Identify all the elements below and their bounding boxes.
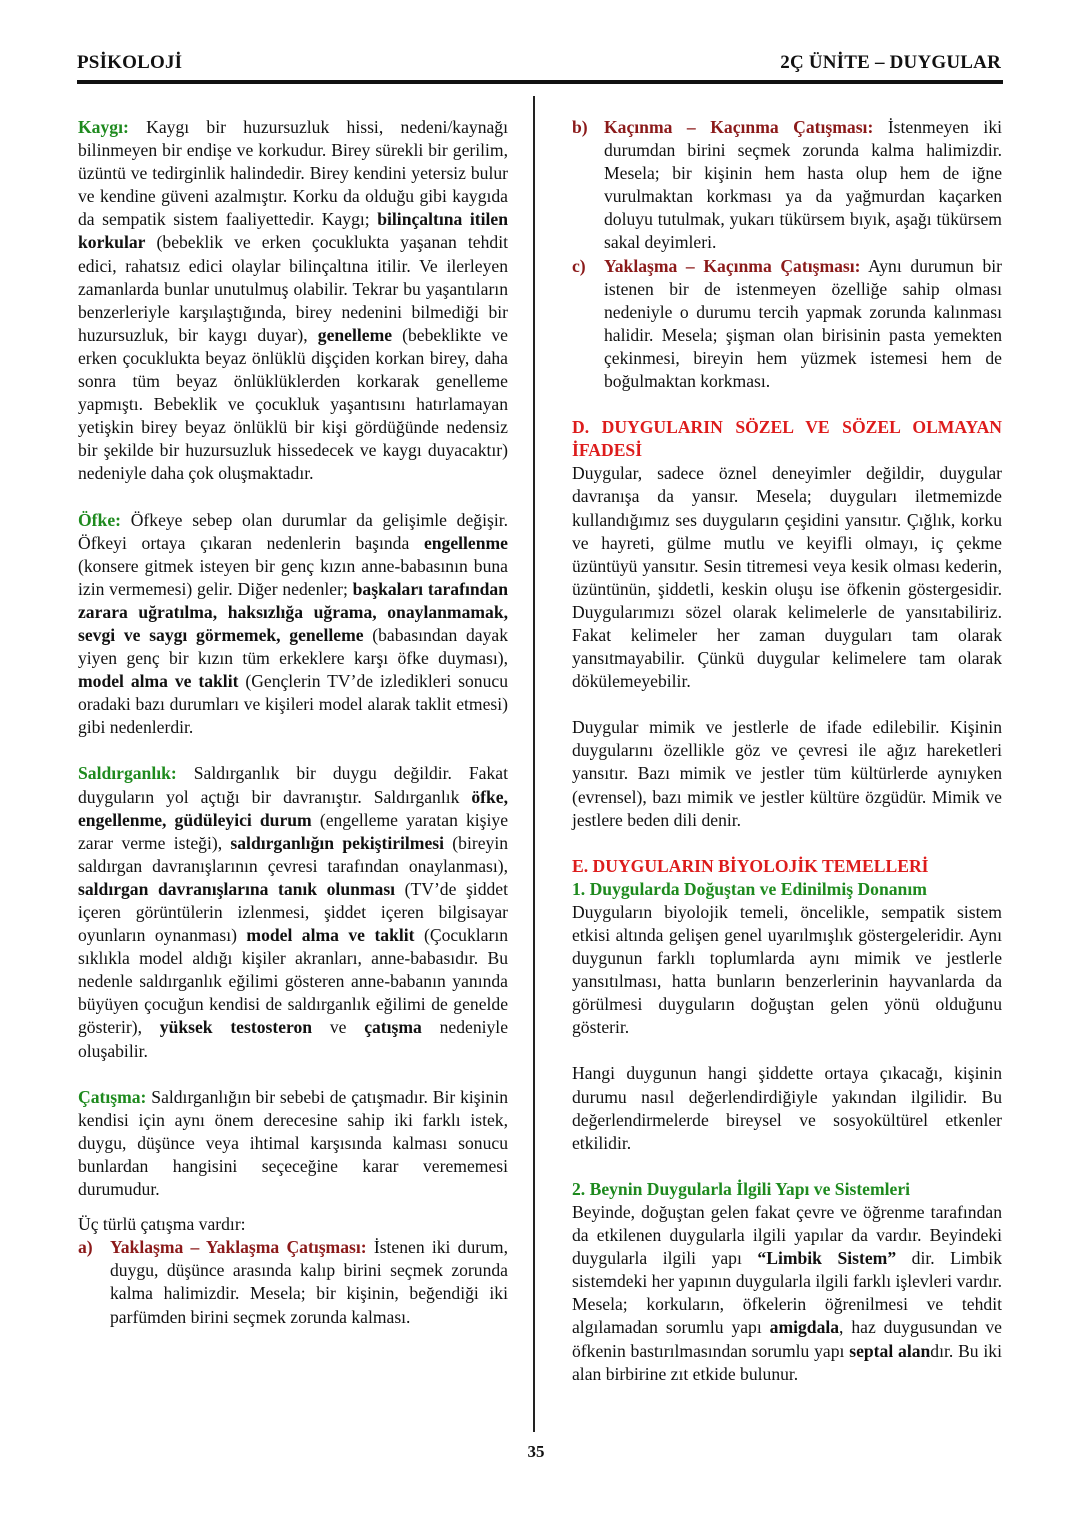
bold-term: genelleme: [317, 324, 393, 345]
bold-term: yüksek testosteron: [159, 1017, 313, 1038]
header-rule: [77, 80, 1003, 84]
catisma-paragraph: Çatışma: Saldırganlığın bir sebebi de çatışmadır. Bir kişinin kendisi için aynı önem derecesine sahip iki farklı istek, duygu, düşünce veya ihtimal karşısında kalması sonucu bunlardan hangisini seçeceğine karar verememesi durumudur.: [78, 1086, 508, 1200]
left-column: [78, 116, 508, 1329]
item-marker: a): [78, 1237, 93, 1258]
bold-term: başkaları tarafından zarara uğratılma, haksızlığa uğrama, onaylanmamak, sevgi ve saygı görmemek, genelleme: [78, 578, 508, 645]
page-number: 35: [527, 1442, 545, 1461]
subject-title: PSİKOLOJİ: [77, 52, 183, 73]
bold-term: saldırgan davranışlarına tanık olunması: [78, 878, 396, 899]
bold-term: model alma ve taklit: [78, 671, 239, 692]
ofke-label: Öfke:: [78, 509, 121, 530]
item-marker: c): [572, 255, 586, 276]
column-divider: [533, 96, 535, 1432]
right-column: [572, 116, 1002, 1386]
section-e-heading: E. DUYGULARIN BİYOLOJİK TEMELLERİ: [572, 855, 929, 876]
item-title: Yaklaşma – Kaçınma Çatışması:: [604, 255, 861, 276]
subsection-1-title: 1. Duygularda Doğuştan ve Edinilmiş Donanım: [572, 878, 927, 899]
conflict-types-intro: Üç türlü çatışma vardır:: [78, 1214, 246, 1235]
bold-term: “Limbik Sistem”: [757, 1248, 897, 1269]
item-title: Kaçınma – Kaçınma Çatışması:: [604, 117, 874, 137]
page-header: [77, 52, 1001, 78]
subsection-2-title: 2. Beynin Duygularla İlgili Yapı ve Sistemleri: [572, 1178, 911, 1199]
subsection-1-paragraph-1: Duyguların biyolojik temeli, öncelikle, sempatik sistem etkisi altında gelişen genel uyarılmışlık göstergeleridir. Aynı duygunun farklı toplumlarda aynı mimik ve jestlerle yansıtılması, hatta bunların benzerlerinin hayvanlarda da görülmesi duyguların doğuştan gelen yönü olduğunu gösterir.: [572, 901, 1002, 1038]
item-title: Yaklaşma – Yaklaşma Çatışması:: [110, 1237, 367, 1258]
unit-title: 2Ç ÜNİTE – DUYGULAR: [780, 52, 1001, 73]
conflict-item-c: c) Yaklaşma – Kaçınma Çatışması: Aynı durumun bir istenen bir de istenmeyen özelliğe sahip olması nedeniyle o durumu tercih yapmak zorunda kalınması halidir. Mesela; şişman olan birisinin pasta yemekten çekinmesi, bireyin hem yüzmek istemesi hem de boğulmaktan korkması.: [572, 255, 1002, 394]
section-d-heading: D. DUYGULARIN SÖZEL VE SÖZEL OLMAYAN İFADESİ: [572, 417, 1002, 461]
section-d-paragraph-2: Duygular mimik ve jestlerle de ifade edilebilir. Kişinin duygularını özellikle göz ve çevresi ile ağız hareketleri yansıtır. Bazı mimik ve jestler tüm kültürlerde aynıyken (evrensel), bazı mimik ve jestler kültüre özgüdür. Mimik ve jestlere beden dili denir.: [572, 717, 1002, 830]
subsection-2-paragraph: Beyinde, doğuştan gelen fakat çevre ve öğrenme tarafından da etkilenen duygularla ilgili yapılar da vardır. Beyindeki duygularla ilgili yapı “Limbik Sistem” dir. Limbik sistemdeki her yapının duygularla ilgili farklı işlevleri vardır. Mesela; korkuların, öfkelerin öğrenilmesi ve tehdit algılamadan sorumlu yapı amigdala, haz duygusundan ve öfkenin bastırılmasından sorumlu yapı septal alandır. Bu iki alan birbirine zıt etkide bulunur.: [572, 1201, 1002, 1384]
ofke-paragraph: Öfke: Öfkeye sebep olan durumlar da gelişimle değişir. Öfkeyi ortaya çıkaran nedenlerin başında engellenme (konsere gitmek isteyen bir genç kızın anne-babasının buna izin vermemesi) gelir. Diğer nedenler; başkaları tarafından zarara uğratılma, haksızlığa uğrama, onaylanmamak, sevgi ve saygı görmemek, genelleme (babasından dayak yiyen genç bir kızın tüm erkeklere karşı öfke duyması), model alma ve taklit (Gençlerin TV’de izledikleri sonucu oradaki bazı durumları ve kişileri model alarak taklit etmesi) gibi nedenlerdir.: [78, 509, 508, 738]
bold-term: model alma ve taklit: [246, 925, 415, 946]
conflict-item-a: a) Yaklaşma – Yaklaşma Çatışması: İstenen iki durum, duygu, düşünce arasında kalıp birini seçmek zorunda kalma halimizdir. Mesela; bir kişinin, beğendiği iki parfümden birini seçmek zorunda kalması.: [78, 1236, 508, 1328]
bold-term: bilinçaltına itilen korkular: [78, 209, 508, 253]
subsection-1-paragraph-2: Hangi duygunun hangi şiddette ortaya çıkacağı, kişinin durumu nasıl değerlendirdiğiyle yakından ilgilidir. Bu değerlendirmelerde bireysel ve sosyokültürel etkenler etkilidir.: [572, 1063, 1002, 1153]
bold-term: amigdala: [769, 1317, 840, 1338]
kaygi-label: Kaygı:: [78, 117, 129, 137]
saldirganlik-paragraph: Saldırganlık: Saldırganlık bir duygu değildir. Fakat duyguların yol açtığı bir davranıştır. Saldırganlık öfke, engellenme, güdüleyici durum (engelleme yaratan kişiye zarar verme isteği), saldırganlığın pekiştirilmesi (bireyin saldırgan davranışlarının çevresi tarafından onaylanması), saldırgan davranışlarına tanık olunması (TV’de şiddet içeren görüntülerin izlenmesi, şiddet içeren bilgisayar oyunların oynanması) model alma ve taklit (Çocukların sıklıkla model aldığı kişiler akranları, anne-babasıdır. Bu nedenle saldırganlık eğilimi gösteren anne-babanın yanında büyüyen çocuğun kendisi de saldırganlık eğilimi de genelde gösterir), yüksek testosteron ve çatışma nedeniyle oluşabilir.: [78, 763, 509, 1061]
bold-term: saldırganlığın pekiştirilmesi: [230, 832, 444, 853]
kaygi-paragraph: Kaygı: Kaygı bir huzursuzluk hissi, nedeni/kaynağı bilinmeyen bir endişe ve korkudur. Birey sürekli bir gerilim, üzüntü ve tedirginlik halindedir. Birey kendini yetersiz bulur ve kendine güveni azalmıştır. Korku da olduğu gibi kaygıda da sempatik sistem faaliyettedir. Kaygı; bilinçaltına itilen korkular (bebeklik ve erken çocuklukta yaşanan tehdit edici, rahatsız edici olaylar bilinçaltına itilir. Ve ilerleyen zamanlarda bunlar unutulmuş olabilir. Tekrar bu yaşantıların benzerleriyle karşılaştığında, birey nedenini bilmediği bir huzursuzluk, bir kaygı duyar), genelleme (bebeklikte ve erken çocuklukta beyaz önlüklü dişçiden korkan birey, daha sonra tüm beyaz önlüklüklerden korkarak genelleme yapmıştı. Bebeklik ve çocukluk yaşantısını hatırlamayan yetişkin birey beyaz önlüklü bir kişi gördüğünde nedensiz bir şekilde bir huzursuzluk hissedecek ve kaygı duyacaktır) nedeniyle daha çok oluşmaktadır.: [78, 117, 508, 484]
section-d-paragraph-1: Duygular, sadece öznel deneyimler değildir, duygular davranışa da yansır. Mesela; duyguları iletmemizde kullandığımız ses duyguların çeşidini yansıtır. Çığlık, korku ve hayreti, gülme mutlu ve keyifli olmayı, iç çekme üzüntüyü yansıtır. Sesin titremesi veya kesik olması kederin, üzüntünün, şiddetli, keskin oluşu ise öfkenin göstergesidir. Duygularımızı sözel olarak kelimelerle de yansıtabiliriz. Fakat kelimeler her zaman duyguları tam olarak yansıtmayabilir. Çünkü duygular kelimelere tam olarak dökülemeyebilir.: [572, 463, 1002, 692]
catisma-label: Çatışma:: [78, 1086, 147, 1107]
bold-term: engellenme: [423, 532, 508, 553]
bold-term: çatışma: [364, 1017, 422, 1038]
bold-term: öfke, engellenme, güdüleyici durum: [78, 786, 508, 830]
conflict-item-b: b) Kaçınma – Kaçınma Çatışması: İstenmeyen iki durumdan birini seçmek zorunda kalma halimizdir. Mesela; bir kişinin hem hasta olup hem de iğne vurulmaktan korkması ya da yağmurdan kaçarken doluyu tutulmak, yukarı tükürsem bıyık, aşağı tükürsem sakal deyimleri.: [572, 116, 1002, 255]
bold-term: septal alan: [849, 1340, 931, 1361]
saldirganlik-label: Saldırganlık:: [78, 763, 177, 784]
item-marker: b): [572, 117, 588, 137]
